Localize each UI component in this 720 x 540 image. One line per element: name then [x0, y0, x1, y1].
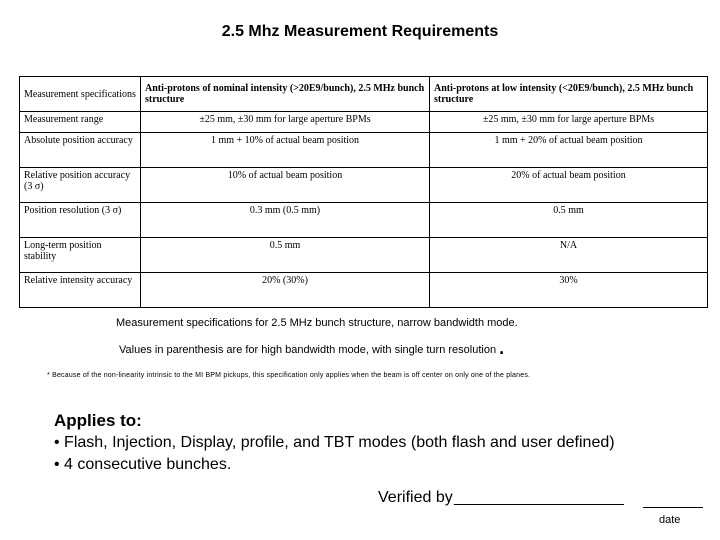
table-row [20, 112, 708, 133]
table-caption: Measurement specifications for 2.5 MHz bunch structure, narrow bandwidth mode. [116, 317, 518, 329]
table-row [20, 133, 708, 168]
caption-note-text: Values in parenthesis are for high bandwidth mode, with single turn resolution [119, 344, 497, 356]
table-cell: 30% [430, 273, 708, 308]
table-row [20, 238, 708, 273]
table-cell: Relative intensity accuracy [20, 273, 141, 308]
list-item: • Flash, Injection, Display, profile, and TBT modes (both flash and user defined) [54, 434, 615, 451]
list-item: • 4 consecutive bunches. [54, 456, 232, 473]
table-cell: N/A [430, 238, 708, 273]
table-cell: Position resolution (3 σ) [20, 203, 141, 238]
table-cell: Absolute position accuracy [20, 133, 141, 168]
table-row [20, 203, 708, 238]
table-cell: 0.5 mm [430, 203, 708, 238]
table-cell: Long-term position stability [20, 238, 141, 273]
table-caption-note [119, 338, 504, 359]
page-title: 2.5 Mhz Measurement Requirements [221, 23, 499, 40]
signature-line [454, 488, 624, 505]
table-cell: 20% of actual beam position [430, 168, 708, 203]
table-cell: 1 mm + 10% of actual beam position [141, 133, 430, 168]
table-header-row [20, 77, 708, 112]
verified-by-field [378, 488, 624, 507]
table-cell: ±25 mm, ±30 mm for large aperture BPMs [141, 112, 430, 133]
table-header-cell: Measurement specifications [20, 77, 141, 112]
table-cell: ±25 mm, ±30 mm for large aperture BPMs [430, 112, 708, 133]
table-cell: Measurement range [20, 112, 141, 133]
table-header-cell: Anti-protons of nominal intensity (>20E9/bunch), 2.5 MHz bunch structure [141, 77, 430, 112]
applies-to-heading: Applies to: [54, 411, 142, 430]
caption-note-period: . [499, 338, 505, 358]
table-cell: 10% of actual beam position [141, 168, 430, 203]
date-label: date [659, 514, 681, 526]
table-cell: Relative position accuracy (3 σ) [20, 168, 141, 203]
table-cell: 0.5 mm [141, 238, 430, 273]
table-cell: 1 mm + 20% of actual beam position [430, 133, 708, 168]
table-cell: 20% (30%) [141, 273, 430, 308]
requirements-table [19, 76, 708, 308]
table-header-cell: Anti-protons at low intensity (<20E9/bunch), 2.5 MHz bunch structure [430, 77, 708, 112]
applies-to-section [54, 410, 615, 476]
table-cell: 0.3 mm (0.5 mm) [141, 203, 430, 238]
footnote: * Because of the non-linearity intrinsic to the MI BPM pickups, this specification only applies when the beam is off center on only one of the planes. [47, 372, 531, 379]
table-row [20, 168, 708, 203]
verified-by-label: Verified by [378, 489, 453, 506]
table-row [20, 273, 708, 308]
date-line [643, 507, 703, 508]
